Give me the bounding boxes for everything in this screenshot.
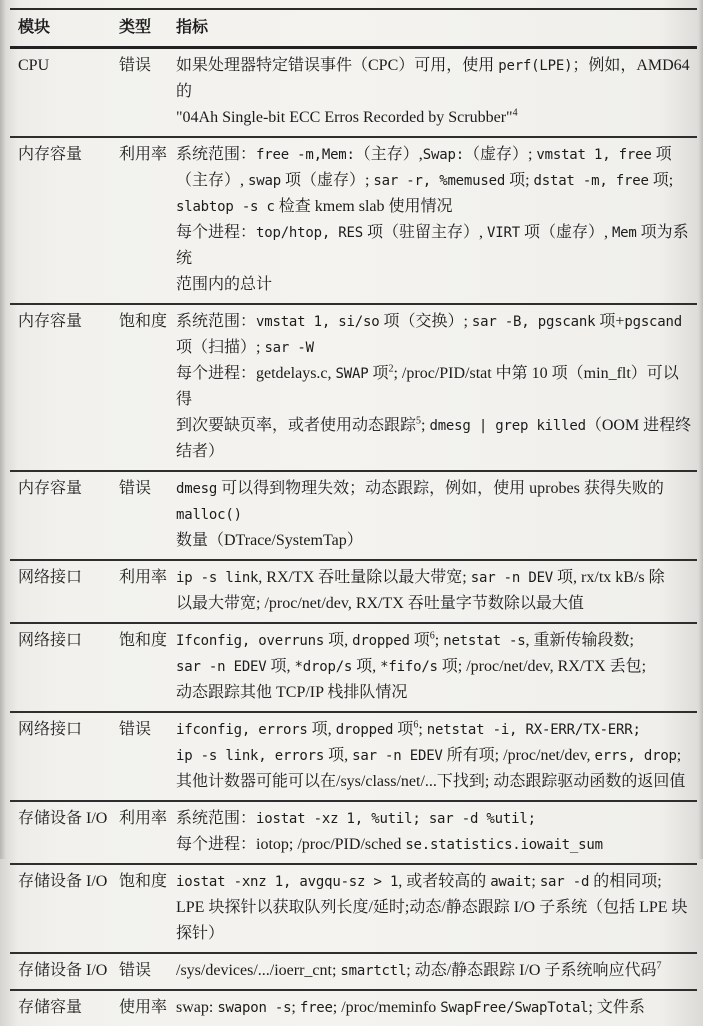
metric-text: 项（驻留主存）, (363, 224, 488, 241)
metric-text: 的相同项; (589, 873, 662, 890)
command-text: sar -n EDEV (176, 659, 267, 675)
metric-cell (176, 717, 697, 795)
metric-text: 检查 kmem slab 使用情况 (274, 198, 453, 215)
module-cell: 内存容量 (18, 313, 83, 330)
command-text: swap (248, 173, 281, 189)
command-text: se.statistics.iowait_sum (405, 837, 603, 853)
metric-text: 项+ (595, 313, 625, 330)
metric-line (176, 717, 693, 743)
metric-text: ; (291, 999, 300, 1016)
metric-line (176, 769, 693, 795)
metric-cell (176, 53, 697, 131)
metric-cell (176, 995, 697, 1021)
command-text: dstat -m, free (533, 173, 649, 189)
metric-line (176, 995, 693, 1021)
header-cell-metric: 指标 (176, 19, 209, 36)
command-text: vmstat 1, free (536, 147, 652, 163)
metrics-table (10, 8, 697, 1026)
type-cell: 饱和度 (119, 313, 168, 330)
module-cell: 存储容量 (18, 999, 83, 1016)
header-cell-module: 模块 (18, 19, 51, 36)
metric-line (176, 142, 693, 168)
table-row (10, 802, 697, 865)
metric-cell (176, 958, 697, 984)
command-text: await (490, 874, 532, 890)
metric-text: 范围内的总计 (176, 276, 273, 293)
module-cell: 存储设备 I/O (18, 810, 108, 827)
command-text: top/htop, RES (256, 225, 363, 241)
metric-text: , 或者较高的 (398, 873, 491, 890)
module-cell: 内存容量 (18, 146, 83, 163)
footnote-superscript: 2 (388, 363, 394, 375)
type-cell: 错误 (119, 480, 152, 497)
metric-text: 系统范围： (176, 313, 257, 330)
command-text: sar -B, pgscank (471, 314, 596, 330)
command-text: Mem (611, 225, 637, 241)
metric-text: 项（虚存）; (280, 172, 374, 189)
metric-text: 项（虚存）, (519, 224, 612, 241)
metric-text: 动态跟踪其他 TCP/IP 栈排队情况 (176, 684, 408, 701)
footnote-superscript: 5 (416, 415, 422, 427)
command-text: dropped (352, 633, 410, 649)
module-cell: CPU (18, 57, 50, 74)
metric-text: ; /proc/PID/stat 中第 10 项（min_flt）可以得 (176, 365, 679, 408)
command-text: sar -n DEV (470, 570, 554, 586)
header-cell-type: 类型 (119, 19, 152, 36)
table-row (10, 713, 697, 802)
module-cell: 网络接口 (18, 632, 83, 649)
command-text: pgscand (624, 314, 682, 330)
metric-text: ; (421, 417, 430, 434)
command-text: SwapFree/SwapTotal (440, 1000, 589, 1016)
table-row (10, 561, 697, 624)
type-cell: 饱和度 (119, 873, 168, 890)
metric-text: 项 (368, 365, 389, 382)
command-text: Swap: (422, 147, 464, 163)
metric-line (176, 361, 693, 413)
metric-text: , RX/TX 吞吐量除以最大带宽; (258, 569, 471, 586)
type-cell: 利用率 (119, 810, 168, 827)
metric-text: ; /proc/meminfo (332, 999, 441, 1016)
metric-text: 如果处理器特定错误事件（CPC）可用，使用 (176, 57, 499, 74)
metric-text: 每个进程：iotop; /proc/PID/sched (176, 836, 406, 853)
metric-text: ; (676, 747, 682, 764)
metric-line (176, 743, 693, 769)
module-cell: 网络接口 (18, 721, 83, 738)
metric-text: 项, (324, 747, 353, 764)
table-row (10, 865, 697, 954)
metric-text: ; (434, 632, 444, 649)
metric-text: 所有项; /proc/net/dev, (442, 747, 595, 764)
metric-line (176, 895, 693, 947)
metric-text: 项; (505, 172, 534, 189)
metric-text: 项, rx/tx kB/s 除 (553, 569, 665, 586)
metric-text: 项（扫描）; (176, 339, 265, 356)
command-text: ip -s link, errors (176, 748, 325, 764)
metric-line (176, 272, 693, 298)
type-cell: 利用率 (119, 146, 168, 163)
table-row (10, 472, 697, 561)
metric-line (176, 832, 693, 858)
metric-cell (176, 309, 697, 465)
command-text: ifconfig, errors (176, 722, 308, 738)
type-cell: 错误 (119, 721, 152, 738)
command-text: swapon -s (217, 1000, 292, 1016)
table-row (10, 624, 697, 713)
command-text: *drop/s (294, 659, 353, 675)
scan-shadow-left (0, 0, 6, 859)
metric-text: ; (418, 721, 427, 738)
command-text: iostat -xnz 1, avgqu-sz > 1 (176, 874, 399, 890)
command-text: ip -s link (176, 570, 259, 586)
metric-text: 结者） (176, 443, 225, 460)
metric-text: 项为系统 (176, 224, 689, 267)
module-cell: 内存容量 (18, 480, 83, 497)
metric-text: 项 (409, 632, 430, 649)
metric-text: 项 (651, 146, 672, 163)
metric-line (176, 958, 693, 984)
command-text: slabtop -s c (176, 199, 275, 215)
metric-text: （主存）, (354, 146, 423, 163)
command-text: netstat -s (443, 633, 526, 649)
table-row (10, 954, 697, 991)
command-text: errs, drop (594, 748, 677, 764)
command-text: vmstat 1, si/so (256, 314, 380, 330)
metric-line (176, 413, 693, 439)
metric-text: /sys/devices/.../ioerr_cnt; (176, 962, 341, 979)
footnote-superscript: 4 (512, 107, 518, 119)
metric-line (176, 194, 693, 220)
command-text: perf(LPE) (498, 58, 573, 74)
metrics-table-body (10, 49, 697, 1026)
metric-line (176, 309, 693, 335)
table-row (10, 991, 697, 1026)
command-text: VIRT (487, 225, 520, 241)
metric-cell (176, 476, 697, 554)
metric-text: swap: (176, 999, 218, 1016)
metric-text: （虚存）; (463, 146, 537, 163)
type-cell: 错误 (119, 962, 152, 979)
table-row (10, 138, 697, 305)
metric-text: ; 文件系 (588, 999, 645, 1016)
table-row (10, 305, 697, 472)
metric-text: 系统范围： (176, 810, 257, 827)
command-text: dropped (335, 722, 394, 738)
metric-cell (176, 565, 697, 617)
module-cell: 存储设备 I/O (18, 873, 108, 890)
metric-text: 项, (324, 632, 353, 649)
metric-text: 系统范围： (176, 146, 257, 163)
table-header-row (10, 10, 697, 49)
command-text: *fifo/s (380, 659, 438, 675)
metric-line (176, 869, 693, 895)
metric-cell (176, 142, 697, 298)
metric-line (176, 220, 693, 272)
command-text: iostat -xz 1, %util; sar -d %util; (256, 811, 536, 827)
metric-text: 可以得到物理失效；动态跟踪，例如，使用 uprobes 获得失败的 (217, 480, 664, 497)
metric-text: 项, (307, 721, 336, 738)
metric-line (176, 806, 693, 832)
metric-text: 每个进程： (176, 224, 257, 241)
command-text: sar -d (539, 874, 590, 890)
module-cell: 网络接口 (18, 569, 83, 586)
command-text: free -m,Mem: (256, 147, 355, 163)
type-cell: 利用率 (119, 569, 168, 586)
metric-text: （主存）, (176, 172, 249, 189)
metric-line (176, 628, 693, 654)
metric-text: 数量（DTrace/SystemTap） (176, 532, 363, 549)
metric-line (176, 565, 693, 591)
footnote-superscript: 6 (413, 719, 419, 731)
metric-line (176, 654, 693, 680)
type-cell: 饱和度 (119, 632, 168, 649)
metric-cell (176, 806, 697, 858)
metric-line (176, 53, 693, 105)
module-cell: 存储设备 I/O (18, 962, 108, 979)
metric-cell (176, 869, 697, 947)
metric-text: , 重新传输段数; (525, 632, 634, 649)
command-text: Ifconfig, overruns (176, 633, 325, 649)
metric-line (176, 680, 693, 706)
metric-text: 以最大带宽; /proc/net/dev, RX/TX 吞吐量字节数除以最大值 (176, 595, 584, 612)
metric-text: ; 动态/静态跟踪 I/O 子系统响应代码 (406, 962, 657, 979)
metric-text: 项（交换）; (379, 313, 472, 330)
metric-cell (176, 628, 697, 706)
metric-line (176, 168, 693, 194)
scan-shadow-right (698, 0, 703, 859)
type-cell: 使用率 (119, 999, 168, 1016)
command-text: sar -r, %memused (373, 173, 506, 189)
metric-text: 项, (266, 658, 295, 675)
metric-line (176, 528, 693, 554)
metric-line (176, 335, 693, 361)
command-text: sar -W (264, 340, 314, 356)
metric-text: LPE 块探针以获取队列长度/延时;动态/静态跟踪 I/O 子系统（包括 LPE 块探针） (176, 899, 688, 942)
metric-text: 其他计数器可能可以在/sys/class/net/...下找到; 动态跟踪驱动函数的返回值 (176, 773, 686, 790)
footnote-superscript: 6 (429, 630, 435, 642)
metric-line (176, 105, 693, 131)
metric-text: 项 (393, 721, 414, 738)
metric-line (176, 591, 693, 617)
metric-text: ; (531, 873, 540, 890)
command-text: free (299, 1000, 333, 1016)
command-text: netstat -i, RX-ERR/TX-ERR; (426, 722, 641, 738)
metric-text: 每个进程：getdelays.c, (176, 365, 336, 382)
metric-text: ；例如，AMD64 的 (176, 57, 690, 100)
command-text: smartctl (340, 963, 407, 979)
metric-text: 项; /proc/net/dev, RX/TX 丢包; (437, 658, 647, 675)
footnote-superscript: 7 (656, 960, 662, 972)
type-cell: 错误 (119, 57, 152, 74)
metric-text: 项, (352, 658, 381, 675)
command-text: SWAP (335, 366, 369, 382)
command-text: dmesg | grep killed (429, 418, 586, 434)
command-text: dmesg (176, 481, 218, 497)
command-text: malloc() (176, 507, 242, 523)
table-row (10, 49, 697, 138)
metric-text: 项; (648, 172, 674, 189)
metric-line (176, 476, 693, 528)
metric-text: 到次要缺页率，或者使用动态跟踪 (176, 417, 417, 434)
metric-text: （OOM 进程终 (585, 417, 692, 434)
command-text: sar -n EDEV (352, 748, 443, 764)
metric-text: "04Ah Single-bit ECC Erros Recorded by Scrubber" (176, 109, 513, 126)
metric-line (176, 439, 693, 465)
